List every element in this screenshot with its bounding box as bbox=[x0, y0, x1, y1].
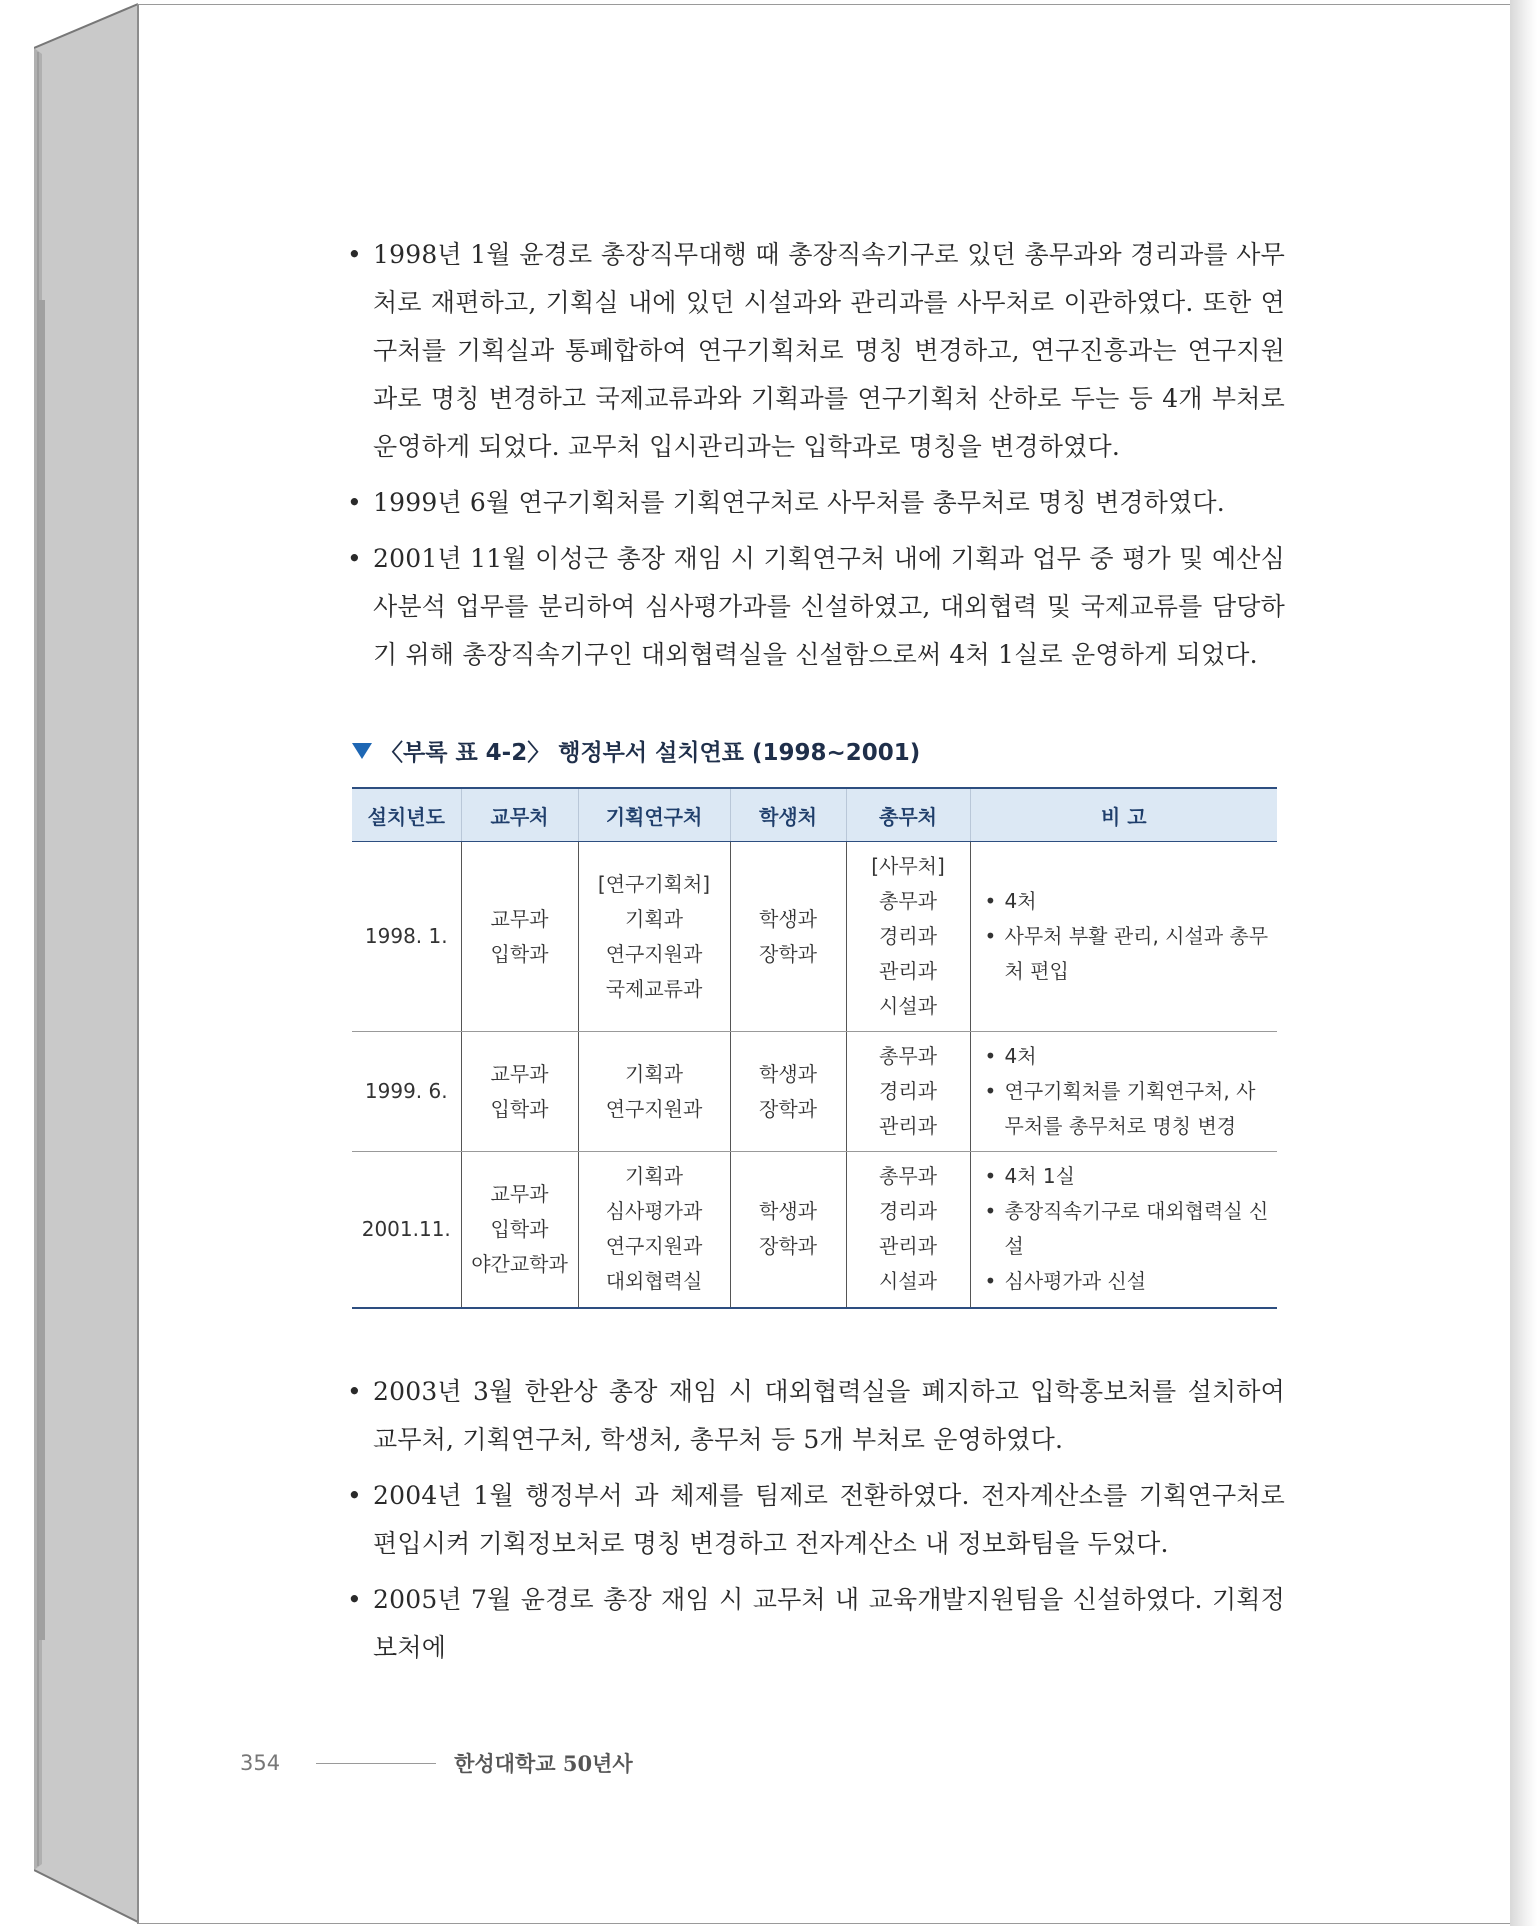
header-year: 설치년도 bbox=[352, 788, 461, 842]
list-item: • 2004년 1월 행정부서 과 체제를 팀제로 전환하였다. 전자계산소를 기획연구처로 편입시켜 기획정보처로 명칭 변경하고 전자계산소 내 정보화팀을 두었다. bbox=[347, 1472, 1285, 1568]
header-notes: 비 고 bbox=[970, 788, 1277, 842]
cell-planning: 기획과 심사평가과 연구지원과 대외협력실 bbox=[578, 1152, 730, 1308]
cell-academic: 교무과 입학과 bbox=[461, 842, 578, 1032]
table-caption: 〈부록 표 4-2〉 행정부서 설치연표 (1998~2001) bbox=[352, 734, 920, 767]
cell-notes: • 4처 1실 • 총장직속기구로 대외협력실 신설 • 심사평가과 신설 bbox=[970, 1152, 1277, 1308]
book-title: 한성대학교 50년사 bbox=[454, 1751, 633, 1776]
table-row bbox=[352, 842, 1277, 1032]
bullet-list-top bbox=[347, 231, 1285, 687]
bullet-icon: • bbox=[347, 240, 362, 269]
cell-year: 1999. 6. bbox=[352, 1032, 461, 1152]
bullet-icon: • bbox=[347, 1377, 362, 1406]
cell-planning: [연구기획처] 기획과 연구지원과 국제교류과 bbox=[578, 842, 730, 1032]
cell-academic: 교무과 입학과 야간교학과 bbox=[461, 1152, 578, 1308]
bullet-icon: • bbox=[347, 544, 362, 573]
page-footer bbox=[240, 1748, 633, 1778]
list-item: • 1999년 6월 연구기획처를 기획연구처로 사무처를 총무처로 명칭 변경하였다. bbox=[347, 479, 1285, 527]
cell-student: 학생과 장학과 bbox=[730, 1032, 846, 1152]
page-number: 354 bbox=[240, 1751, 281, 1775]
cell-year: 2001.11. bbox=[352, 1152, 461, 1308]
bullet-list-bottom bbox=[347, 1368, 1285, 1680]
cell-student: 학생과 장학과 bbox=[730, 1152, 846, 1308]
table-row bbox=[352, 1032, 1277, 1152]
history-table bbox=[352, 787, 1277, 1309]
table-header-row bbox=[352, 788, 1277, 842]
bullet-icon: • bbox=[347, 1585, 362, 1614]
cell-year: 1998. 1. bbox=[352, 842, 461, 1032]
page-edge-shadow bbox=[1510, 0, 1537, 1926]
list-item: • 1998년 1월 윤경로 총장직무대행 때 총장직속기구로 있던 총무과와 경리과를 사무처로 재편하고, 기획실 내에 있던 시설과와 관리과를 사무처로 이관하였다. 또한 연구처를 기획실과 통폐합하여 연구기획처로 명칭 변경하고, 연구진흥과는 연구지원과로 명칭 변경하고 국제교류과와 기획과를 연구기획처 산하로 두는 등 4개 부처로 운영하게 되었다. 교무처 입시관리과는 입학과로 명칭을 변경하였다. bbox=[347, 231, 1285, 471]
cell-planning: 기획과 연구지원과 bbox=[578, 1032, 730, 1152]
cell-general: 총무과 경리과 관리과 시설과 bbox=[846, 1152, 970, 1308]
cell-student: 학생과 장학과 bbox=[730, 842, 846, 1032]
cell-notes: • 4처 • 사무처 부활 관리, 시설과 총무처 편입 bbox=[970, 842, 1277, 1032]
bullet-icon: • bbox=[347, 488, 362, 517]
cell-general: 총무과 경리과 관리과 bbox=[846, 1032, 970, 1152]
bullet-icon: • bbox=[347, 1481, 362, 1510]
footer-divider bbox=[316, 1763, 436, 1764]
cell-notes: • 4처 • 연구기획처를 기획연구처, 사무처를 총무처로 명칭 변경 bbox=[970, 1032, 1277, 1152]
list-item: • 2003년 3월 한완상 총장 재임 시 대외협력실을 폐지하고 입학홍보처를 설치하여 교무처, 기획연구처, 학생처, 총무처 등 5개 부처로 운영하였다. bbox=[347, 1368, 1285, 1464]
header-student: 학생처 bbox=[730, 788, 846, 842]
book-spine-edge bbox=[34, 0, 138, 1926]
header-general: 총무처 bbox=[846, 788, 970, 842]
cell-general: [사무처] 총무과 경리과 관리과 시설과 bbox=[846, 842, 970, 1032]
list-item: • 2005년 7월 윤경로 총장 재임 시 교무처 내 교육개발지원팀을 신설하였다. 기획정보처에 bbox=[347, 1576, 1285, 1672]
header-planning: 기획연구처 bbox=[578, 788, 730, 842]
list-item: • 2001년 11월 이성근 총장 재임 시 기획연구처 내에 기획과 업무 중 평가 및 예산심사분석 업무를 분리하여 심사평가과를 신설하였고, 대외협력 및 국제교류를 담당하기 위해 총장직속기구인 대외협력실을 신설함으로써 4처 1실로 운영하게 되었다. bbox=[347, 535, 1285, 679]
triangle-down-icon bbox=[352, 743, 372, 759]
header-academic: 교무처 bbox=[461, 788, 578, 842]
table-row bbox=[352, 1152, 1277, 1308]
cell-academic: 교무과 입학과 bbox=[461, 1032, 578, 1152]
